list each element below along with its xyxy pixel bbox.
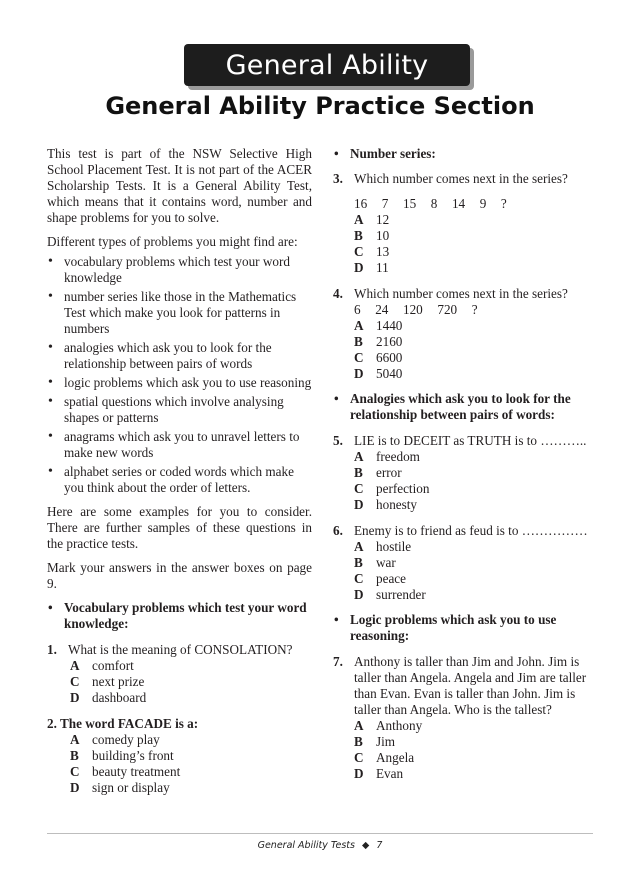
list-item: • vocabulary problems which test your word knowledge: [47, 254, 312, 286]
question-number: 6.: [333, 523, 343, 538]
option-c[interactable]: C 13: [354, 244, 390, 259]
list-item: • alphabet series or coded words which make you think about the order of letters.: [47, 464, 312, 496]
question-text: Anthony is taller than Jim and John. Jim is taller than Angela. Angela and Jim are taller than Evan. Evan is taller than John. Jim is taller than Angela. Who is the tallest?: [354, 654, 587, 717]
option-a[interactable]: A hostile: [354, 539, 412, 554]
option-c[interactable]: C Angela: [354, 750, 415, 765]
page-title: General Ability Practice Section: [105, 92, 535, 120]
answer-instructions: Mark your answers in the answer boxes on page 9.: [47, 560, 312, 591]
question-2: [47, 716, 312, 796]
answer-options: [354, 539, 593, 603]
list-item: • logic problems which ask you to use reasoning: [47, 375, 312, 391]
option-a[interactable]: A comfort: [70, 658, 134, 673]
option-c[interactable]: C perfection: [354, 481, 430, 496]
option-a[interactable]: A Anthony: [354, 718, 423, 733]
list-item: • number series like those in the Mathematics Test which make you look for patterns in numbers: [47, 289, 312, 337]
option-d[interactable]: D surrender: [354, 587, 426, 602]
option-d[interactable]: D dashboard: [70, 690, 147, 705]
question-4: [333, 286, 593, 382]
option-a[interactable]: A comedy play: [70, 732, 160, 747]
list-item: • analogies which ask you to look for the relationship between pairs of words: [47, 340, 312, 372]
page-number: 7: [376, 840, 383, 851]
analogies-heading: • Analogies which ask you to look for the relationship between pairs of words:: [333, 391, 593, 423]
diamond-icon: ◆: [362, 840, 370, 851]
footer-divider: [47, 833, 593, 834]
option-b[interactable]: B Jim: [354, 734, 396, 749]
option-c[interactable]: C beauty treatment: [70, 764, 181, 779]
number-series: 16 7 15 8 14 9 ?: [354, 196, 507, 211]
question-text: Which number comes next in the series?: [354, 171, 568, 186]
banner-title: General Ability: [225, 49, 429, 81]
answer-options: [354, 212, 593, 276]
answer-options: [354, 318, 593, 382]
answer-options: [70, 658, 312, 706]
option-b[interactable]: B 2160: [354, 334, 403, 349]
option-b[interactable]: B war: [354, 555, 396, 570]
option-d[interactable]: D sign or display: [70, 780, 170, 795]
option-c[interactable]: C peace: [354, 571, 407, 586]
number-series-heading: • Number series:: [333, 146, 593, 162]
number-series: 6 24 120 720 ?: [354, 302, 478, 317]
page-footer: [0, 840, 640, 851]
question-1: [47, 642, 312, 706]
answer-options: [70, 732, 312, 796]
option-d[interactable]: D honesty: [354, 497, 418, 512]
right-column: [333, 146, 593, 782]
question-number: 4.: [333, 286, 343, 301]
answer-options: [354, 718, 593, 782]
types-intro: Different types of problems you might find are:: [47, 234, 298, 249]
option-c[interactable]: C 6600: [354, 350, 403, 365]
left-column: [47, 146, 312, 796]
option-b[interactable]: B building’s front: [70, 748, 174, 763]
question-text: 2. The word FACADE is a:: [47, 716, 199, 731]
option-a[interactable]: A freedom: [354, 449, 420, 464]
option-d[interactable]: D 11: [354, 260, 389, 275]
question-number: 1.: [47, 642, 57, 657]
option-b[interactable]: B 10: [354, 228, 390, 243]
option-a[interactable]: A 12: [354, 212, 390, 227]
question-7: [333, 654, 593, 782]
intro-paragraph: This test is part of the NSW Selective High School Placement Test. It is not part of the ACER Scholarship Tests. It is a General Ability Test, which means that it contains word, number and shape problems for you to solve.: [47, 146, 312, 225]
vocab-heading: • Vocabulary problems which test your word knowledge:: [47, 600, 312, 632]
problem-types-list: [47, 254, 312, 496]
answer-options: [354, 449, 593, 513]
question-text: LIE is to DECEIT as TRUTH is to ………..: [354, 433, 587, 448]
option-b[interactable]: B error: [354, 465, 402, 480]
question-text: What is the meaning of CONSOLATION?: [68, 642, 293, 657]
question-number: 3.: [333, 171, 343, 186]
question-number: 7.: [333, 654, 343, 669]
option-d[interactable]: D 5040: [354, 366, 403, 381]
logic-heading: • Logic problems which ask you to use reasoning:: [333, 612, 593, 644]
section-banner: [184, 44, 470, 86]
option-a[interactable]: A 1440: [354, 318, 403, 333]
list-item: • anagrams which ask you to unravel letters to make new words: [47, 429, 312, 461]
question-5: [333, 433, 593, 513]
footer-text: General Ability Tests: [257, 840, 355, 851]
question-3: [333, 171, 593, 276]
examples-paragraph: Here are some examples for you to consider. There are further samples of these questions in the practice tests.: [47, 504, 312, 551]
question-6: [333, 523, 593, 603]
question-number: 5.: [333, 433, 343, 448]
option-d[interactable]: D Evan: [354, 766, 404, 781]
option-c[interactable]: C next prize: [70, 674, 145, 689]
question-text: Enemy is to friend as feud is to ……………: [354, 523, 588, 538]
question-text: Which number comes next in the series?: [354, 286, 568, 301]
list-item: • spatial questions which involve analysing shapes or patterns: [47, 394, 312, 426]
